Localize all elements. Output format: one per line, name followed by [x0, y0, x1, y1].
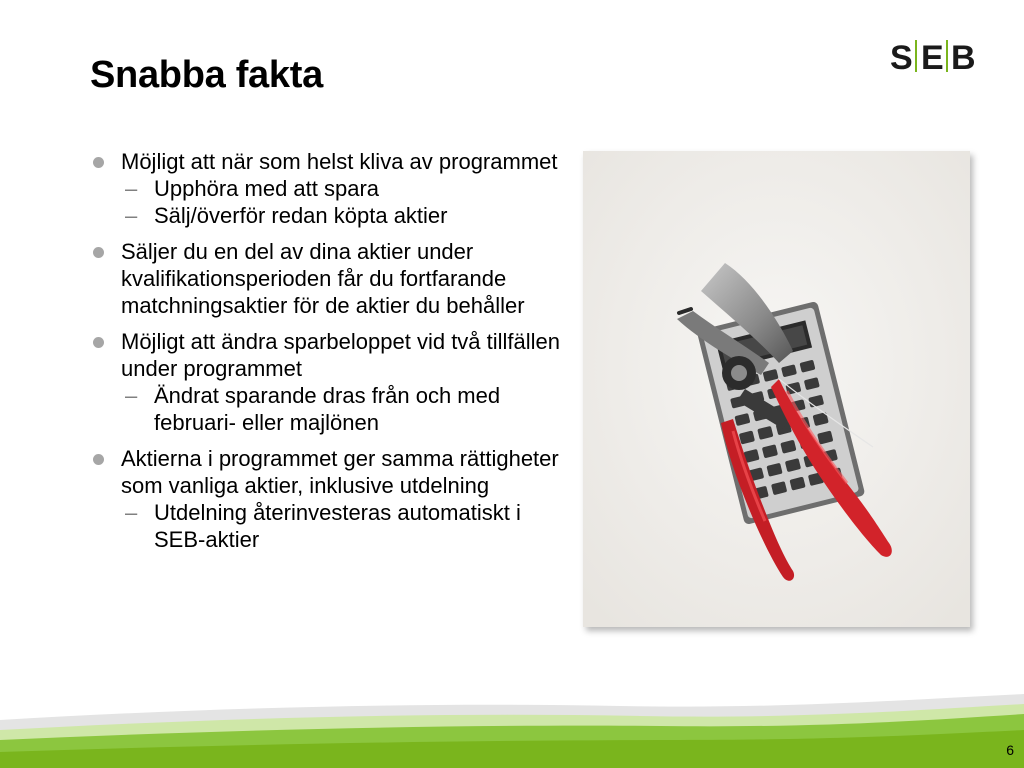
bullet-text: Säljer du en del av dina aktier under kvalifikationsperioden får du fortfarande matchningsaktier för de aktier du behåller — [121, 239, 525, 318]
sub-bullet-item — [121, 175, 570, 202]
dash-icon: – — [125, 203, 138, 228]
sub-bullet-item — [121, 499, 570, 553]
page-number: 6 — [1006, 742, 1014, 758]
dash-icon: – — [125, 500, 138, 525]
footer-wave — [0, 690, 1024, 768]
sub-bullet-text: Sälj/överför redan köpta aktier — [154, 203, 448, 228]
bullet-text: Möjligt att ändra sparbeloppet vid två tillfällen under programmet — [121, 329, 561, 381]
sub-bullet-item — [121, 202, 570, 229]
bullet-item — [90, 445, 570, 553]
bullet-text: Möjligt att när som helst kliva av programmet — [121, 149, 558, 174]
svg-text:S: S — [890, 39, 913, 74]
bullet-item — [90, 238, 570, 319]
sub-bullet-text: Utdelning återinvesteras automatiskt i SEB-aktier — [154, 500, 521, 552]
bullet-list — [90, 148, 570, 562]
bullet-text: Aktierna i programmet ger samma rättigheter som vanliga aktier, inklusive utdelning — [121, 446, 559, 498]
svg-text:E: E — [921, 39, 944, 74]
calculator-with-pruning-shears-icon — [583, 151, 970, 627]
seb-logo — [888, 38, 980, 74]
calculator-pruning-shears-photo — [583, 151, 970, 627]
bullet-item — [90, 148, 570, 229]
slide-title: Snabba fakta — [90, 54, 323, 96]
sub-bullet-text: Ändrat sparande dras från och med februari- eller majlönen — [154, 383, 501, 435]
bullet-dot-icon — [93, 157, 104, 168]
sub-bullet-item — [121, 382, 570, 436]
dash-icon: – — [125, 176, 138, 201]
bullet-dot-icon — [93, 454, 104, 465]
sub-bullet-text: Upphöra med att spara — [154, 176, 380, 201]
bullet-dot-icon — [93, 247, 104, 258]
dash-icon: – — [125, 383, 138, 408]
svg-text:B: B — [951, 39, 976, 74]
bullet-item — [90, 328, 570, 436]
bullet-dot-icon — [93, 337, 104, 348]
